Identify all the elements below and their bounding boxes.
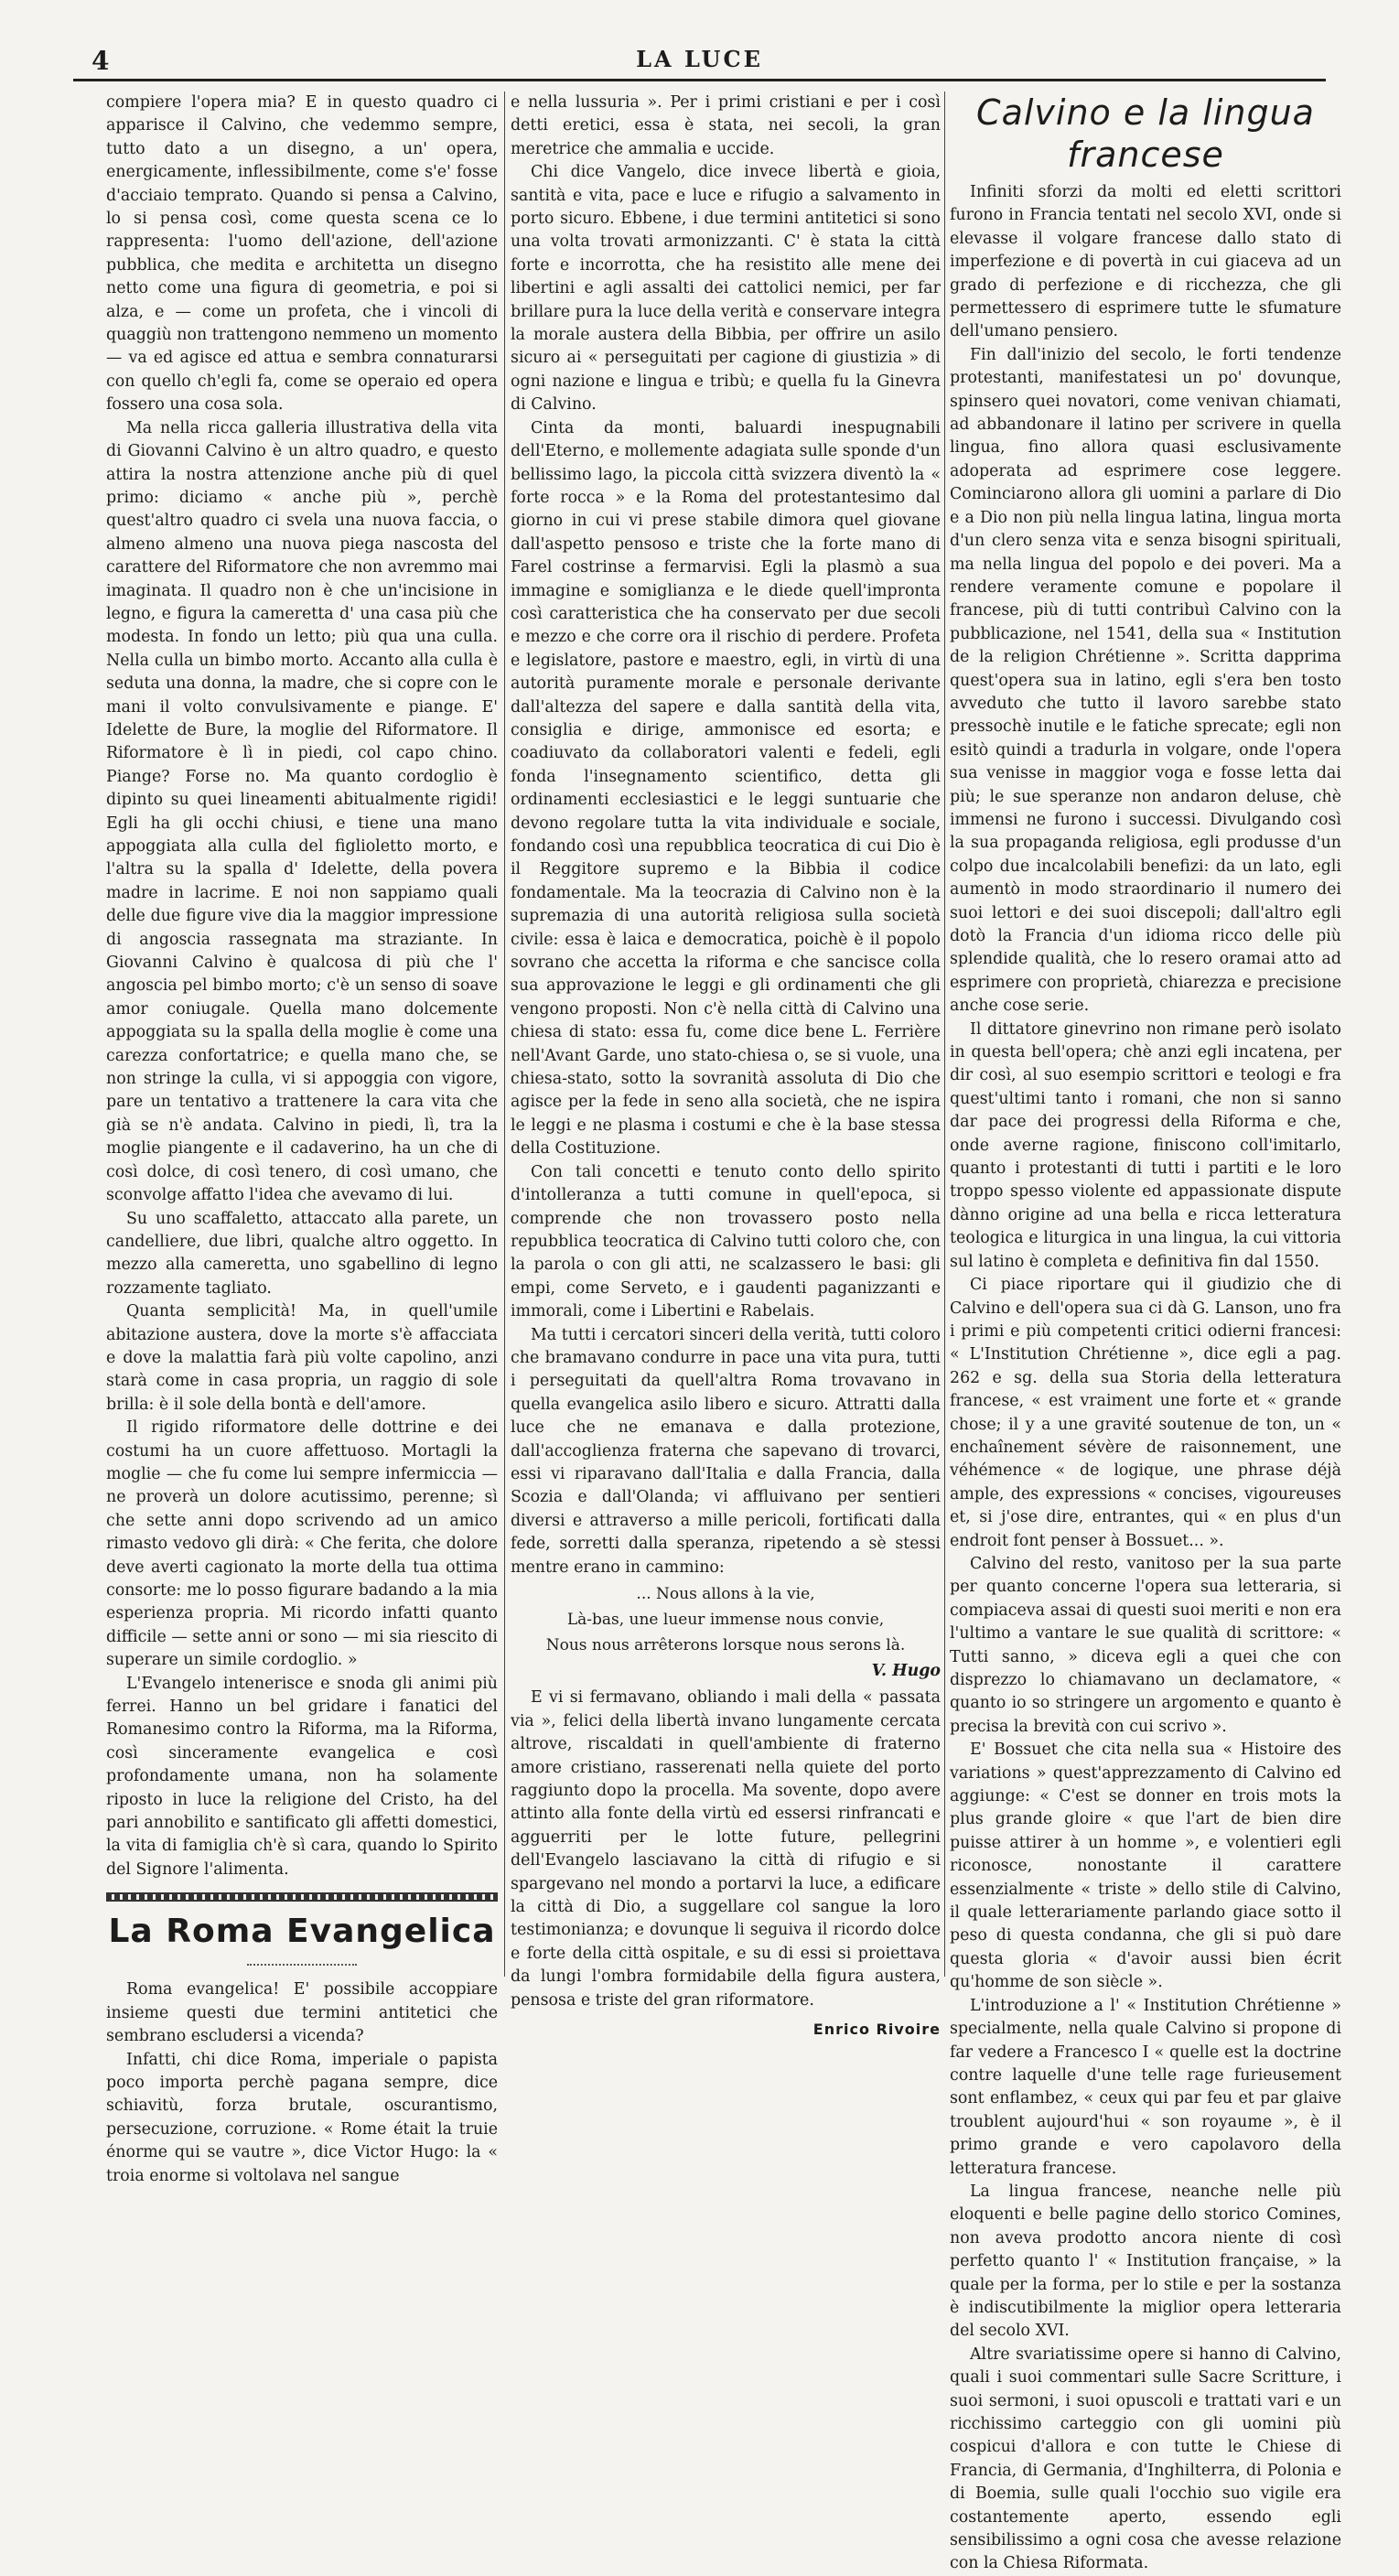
paragraph: compiere l'opera mia? E in questo quadro ci apparisce il Calvino, che vedemmo sempre, tutto dato a un disegno, a un' opera, energicamente, inflessibilmente, come s'e' fosse d'acciaio temprato. Quando si pensa a Calvino, lo si pensa così, come questa scena ce lo rappresenta: l'uomo dell'azione, dell'azione pubblica, che medita e architetta un disegno netto come una figura di geometria, e poi si alza, e — come un profeta, che i vincoli di quaggiù non trattengono nemmeno un momento — va ed agisce ed attua e sembra connaturarsi con quello ch'egli fa, come se operaio ed opera fossero una cosa sola. [106,93,498,415]
paragraph: Su uno scaffaletto, attaccato alla parete, un candelliere, due libri, qualche altro oggetto. In mezzo alla cameretta, uno sgabellino di legno rozzamente tagliato. [106,1209,498,1298]
article-title: Calvino e la lingua francese [976,92,1315,175]
page-number: 4 [91,46,110,76]
paragraph: Infatti, chi dice Roma, imperiale o papista poco importa perchè pagana sempre, dice schiavitù, forza brutale, oscurantismo, persecuzione, corruzione. « Rome était la truie énorme qui se vautre », dice Victor Hugo: la « troia enorme si voltolava nel sangue [106,2050,498,2185]
section-separator [106,1892,498,1902]
paragraph: Ma tutti i cercatori sinceri della verità, tutti coloro che bramavano condurre in pace una vita pura, tutti i perseguitati da quell'altra Roma trovavano in quella evangelica asilo libero e sicuro. Attratti dalla luce che ne emanava e dalla protezione, dall'accoglienza fraterna che sapevano di trovarci, essi vi riparavano dall'Italia e dalla Francia, dalla Scozia e dall'Olanda; vi affluivano per sentieri diversi e attraverso a mille pericoli, fortificati dalla fede, sorretti dalla speranza, ripetendo a sè stessi mentre erano in cammino: [511,1325,941,1577]
paragraph: Ma nella ricca galleria illustrativa della vita di Giovanni Calvino è un altro quadro, e questo attira la nostra attenzione anche più di quel primo: diciamo « anche più », perchè quest'altro quadro ci svela una nuova faccia, o almeno almeno una nuova piega nascosta del carattere del Riformatore che non avremmo mai imaginata. Il quadro non è che un'incisione in legno, e figura la cameretta d' una casa più che modesta. In fondo un letto; più qua una culla. Nella culla un bimbo morto. Accanto alla culla è seduta una donna, la madre, che si copre con le mani il volto convulsivamente e piange. E' Idelette de Bure, la moglie del Riformatore. Il Riformatore è lì in piedi, col capo chino. Piange? Forse no. Ma quanto cordoglio è dipinto su quei lineamenti abitualmente rigidi! Egli ha gli occhi chiusi, e tiene una mano appoggiata alla culla del figlioletto morto, e l'altra su la spalla d' Idelette, della povera madre in lacrime. E noi non sappiamo quali delle due figure vive dia la maggior impressione di angoscia rassegnata ma straziante. In Giovanni Calvino è qualcosa di più che l' angoscia pel bimbo morto; c'è un senso di soave amor coniugale. Quella mano dolcemente appoggiata su la spalla della moglie è come una carezza confortatrice; e quella mano che, se non stringe la culla, vi si appoggia con vigore, pare un tentativo a trattenere la cara vita che già se n'è andata. Calvino in piedi, lì, tra la moglie piangente e il cadaverino, ha un che di così dolce, di così tenero, di così umano, che sconvolge affatto l'idea che avevamo di lui. [106,418,498,1205]
paragraph: L'Evangelo intenerisce e snoda gli animi più ferrei. Hanno un bel gridare i fanatici del Romanesimo contro la Riforma, ma la Riforma, così sinceramente evangelica e così profondamente umana, non ha solamente riposto in luce la religione del Cristo, ha del pari annobilito e santificato gli affetti domestici, la vita di famiglia ch'è sì cara, quando lo Spirito del Signore l'alimenta. [106,1674,498,1879]
verse-line: Nous nous arrêterons lorsque nous serons là. [545,1636,906,1654]
column-divider [944,92,945,1977]
paragraph: E' Bossuet che cita nella sua « Histoire des variations » quest'apprezzamento di Calvino ed aggiunge: « C'est se donner en trois mots la plus grande gloire « que l'art de bien dire puisse attirer à un homme », e volentieri egli riconosce, nonostante il carattere essenzialmente « triste » dello stile di Calvino, il quale letterariamente parlando giace sotto il peso di questa condanna, che gli si può dare questa gloria « d'avoir aussi bien écrit qu'homme de son siècle ». [950,1741,1341,1992]
column-1 [106,92,498,2188]
column-2 [511,92,941,2042]
newspaper-title: LA LUCE [636,46,763,72]
paragraph: Chi dice Vangelo, dice invece libertà e gioia, santità e vita, pace e luce e rifugio a salvamento in porto sicuro. Ebbene, i due termini antitetici si sono una volta trovati armonizzanti. C' è stata la città forte e incorrotta, che ha resistito alle mene dei libertini e agli assalti dei cattolici nemici, per far brillare pura la luce della verità e conservare integra la morale austera della Bibbia, per offrire un asilo sicuro ai « perseguitati per cagione di giustizia » di ogni nazione e lingua e tribù; e quella fu la Ginevra di Calvino. [511,163,941,415]
paragraph: Quanta semplicità! Ma, in quell'umile abitazione austera, dove la morte s'è affacciata e dove la malattia farà più volte capolino, anzi starà come in casa propria, un raggio di sole brilla: è il sole della bontà e dell'amore. [106,1302,498,1414]
paragraph: Il dittatore ginevrino non rimane però isolato in questa bell'opera; chè anzi egli incatena, per dir così, al suo esempio scrittori e teologi e fra quest'ultimi tanto i romani, che non si sanno dar pace dei progressi della Riforma e che, onde averne ragione, finiscono coll'imitarlo, quanto i protestanti di tutti i partiti e le loro troppo spesso violente ed appassionate dispute dànno origine ad una bella e ricca letteratura teologica e liturgica in una lingua, la cui vittoria sul latino è completa e definitiva fin dal 1550. [950,1019,1341,1271]
paragraph: Infiniti sforzi da molti ed eletti scrittori furono in Francia tentati nel secolo XVI, onde si elevasse il volgare francese dallo stato di imperfezione e di povertà in cui giaceva ad un grado di perfezione e di ricchezza, che gli permettessero di esprimere tutte le sfumature dell'umano pensiero. [950,183,1341,341]
page-header [73,44,1326,81]
title-ornament [247,1956,357,1966]
paragraph: Ci piace riportare qui il giudizio che di Calvino e dell'opera sua ci dà G. Lanson, uno fra i primi e più competenti critici odierni francesi: « L'Institution Chrétienne », dice egli a pag. 262 e sg. della sua Storia della letteratura francese, « est vraiment une forte et « grande chose; il y a une gravité soutenue de ton, un « enchaînement sévère de raisonnement, une véhémence « de logique, une phrase déjà ample, des expressions « concises, vigoureuses et, si j'ose dire, entrantes, qui « en plus d'un endroit font penser à Bossuet... ». [950,1276,1341,1550]
paragraph: Roma evangelica! E' possibile accoppiare insieme questi due termini antitetici che sembrano escludersi a vicenda? [106,1980,498,2046]
article-title: La Roma Evangelica [108,1913,496,1951]
paragraph: Il rigido riformatore delle dottrine e dei costumi ha un cuore affettuoso. Mortagli la moglie — che fu come lui sempre infermiccia — ne proverà un dolore acutissimo, perenne; sì che sette anni dopo scrivendo ad un amico rimasto vedovo gli dirà: « Che ferita, che dolore deve averti cagionato la morte della tua ottima consorte: me lo posso figurare badando a la mia esperienza propria. Mi ricordo infatti quanto difficile — sette anni or sono — mi sia riescito di superare un simile cordoglio. » [106,1418,498,1670]
column-3 [950,92,1341,2576]
paragraph: Fin dall'inizio del secolo, le forti tendenze protestanti, manifestatesi un po' dovunque, spinsero quei novatori, come venivan chiamati, ad abbandonare il latino per scrivere in quella lingua, fino allora quasi esclusivamente adoperata ad esprimere cose leggere. Cominciarono allora gli uomini a parlare di Dio e a Dio non più nella lingua latina, lingua morta d'un clero senza vita e senza bisogni spirituali, ma nella lingua del popolo e dei poveri. Ma a rendere veramente comune e popolare il francese, più di tutti contribuì Calvino con la pubblicazione, nel 1541, della sua « Institution de la religion Chrétienne ». Scritta dapprima quest'opera sua in latino, egli s'era ben tosto avveduto che tutto il lavoro sarebbe stato pressochè inutile e le fatiche sprecate; egli non esitò quindi a tradurla in volgare, onde l'opera sua venisse in maggior voga e fosse letta dai più; le sue speranze non andaron deluse, chè immensi ne furono i successi. Divulgando così la sua propaganda religiosa, egli produsse d'un colpo due incalcolabili benefizi: da un lato, egli aumentò in modo straordinario il numero dei suoi lettori e dei suoi discepoli; dall'altro egli dotò la Francia d'un idioma ricco delle più splendide qualità, che lo resero oramai atto ad esprimere con proprietà, chiarezza e precisione anche cose serie. [950,345,1341,1016]
verse-line: ... Nous allons à la vie, [636,1585,815,1603]
column-divider [504,92,505,1977]
paragraph: Con tali concetti e tenuto conto dello spirito d'intolleranza a tutti comune in quell'epoca, si comprende che non trovassero posto nella repubblica teocratica di Calvino tutti coloro che, con la parola o con gli atti, ne scalzassero le basi: gli empi, come Serveto, e i gaudenti paganizzanti e immorali, come i Libertini e Rabelais. [511,1162,941,1321]
article-signature: Enrico Rivoire [812,2021,941,2039]
paragraph: La lingua francese, neanche nelle più eloquenti e belle pagine dello storico Comines, non aveva prodotto ancora niente di così perfetto quanto l' « Institution française, » la quale per la forma, per lo stile e per la sostanza è indiscutibilmente la miglior opera letteraria del secolo XVI. [950,2182,1341,2341]
paragraph: e nella lussuria ». Per i primi cristiani e per i così detti eretici, essa è stata, nei secoli, la gran meretrice che ammalia e uccide. [511,93,941,158]
paragraph: Cinta da monti, baluardi inespugnabili dell'Eterno, e mollemente adagiata sulle sponde d'un bellissimo lago, la piccola città svizzera diventò la « forte rocca » e la Roma del protestantesimo dal giorno in cui vi prese stabile dimora quel giovane dall'aspetto pensoso e triste che la forte mano di Farel costrinse a fermarvisi. Egli la plasmò a sua immagine e somiglianza e le diede quell'impronta così caratteristica che ha conservato per due secoli e mezzo e che corre ora il rischio di perdere. Profeta e legislatore, pastore e maestro, egli, in virtù di una autorità puramente morale e personale derivante dall'altezza del sapere e dalla santità della vita, consiglia e dirige, ammonisce ed esorta; e coadiuvato da collaboratori valenti e fedeli, egli fonda l'insegnamento scientifico, detta gli ordinamenti ecclesiastici e le leggi suntuarie che devono regolare tutta la vita individuale e sociale, fondando così una repubblica teocratica di cui Dio è il Reggitore supremo e la Bibbia il codice fondamentale. Ma la teocrazia di Calvino non è la supremazia di una autorità religiosa sulla società civile: essa è laica e democratica, poichè è il popolo sovrano che accetta la riforma e che sancisce colla sua approvazione le leggi e gli ordinamenti che gli vengono proposti. Non c'è nella città di Calvino una chiesa di stato: essa fu, come dice bene L. Ferrière nell'Avant Garde, uno stato-chiesa o, se si vuole, una chiesa-stato, sotto la sovranità assoluta di Dio che agisce per la fede in seno alla società, che ne ispira le leggi e ne plasma i costumi e che è la base stessa della Costituzione. [511,418,941,1159]
paragraph: E vi si fermavano, obliando i mali della « passata via », felici della libertà invano lungamente cercata altrove, riscaldati in quell'ambiente di fraterno amore cristiano, rasserenati nella quiete del porto raggiunto dopo la procella. Ma sovente, dopo avere attinto alla fonte della virtù ed essersi rinfrancati e agguerriti per le lotte future, pellegrini dell'Evangelo lasciavano la città di rifugio e si spargevano nel mondo a portarvi la luce, a edificare la città di Dio, a suggellare col sangue la loro testimonianza; e dovunque li seguiva il ricordo dolce e forte della città ospitale, e su di essi si proiettava da lungi l'ombra formidabile della figura austera, pensosa e triste del gran riformatore. [511,1688,941,2010]
verse-line: Là-bas, une lueur immense nous convie, [566,1611,885,1629]
paragraph: L'introduzione a l' « Institution Chrétienne » specialmente, nella quale Calvino si propone di far vedere a Francesco I « quelle est la doctrine contre laquelle d'une telle rage furieusement sont enflambez, « ceux qui par feu et par glaive troublent aujourd'hui « son royaume », è il primo grande e vero capolavoro della letteratura francese. [950,1996,1341,2178]
paragraph: Altre svariatissime opere si hanno di Calvino, quali i suoi commentari sulle Sacre Scritture, i suoi sermoni, i suoi opuscoli e trattati vari e un ricchissimo carteggio con gli uomini più cospicui d'allora e con tutte le Chiese di Francia, di Germania, d'Inghilterra, di Polonia e di Boemia, sulle quali l'occhio suo vigile era costantemente aperto, essendo egli sensibilissimo a ogni cosa che avesse relazione con la Chiesa Riformata. [950,2344,1341,2573]
paragraph: Calvino del resto, vanitoso per la sua parte per quanto concerne l'opera sua letteraria, si compiaceva assai di questi suoi meriti e non era l'ultimo a vantare le sue qualità di scrittore: « Tutti sanno, » diceva egli a quei che con disprezzo lo chiamavano un declamatore, « quanto io so stringere un argomento e quanto è precisa la brevità con cui scrivo ». [950,1554,1341,1736]
verse-author: V. Hugo [871,1662,941,1680]
